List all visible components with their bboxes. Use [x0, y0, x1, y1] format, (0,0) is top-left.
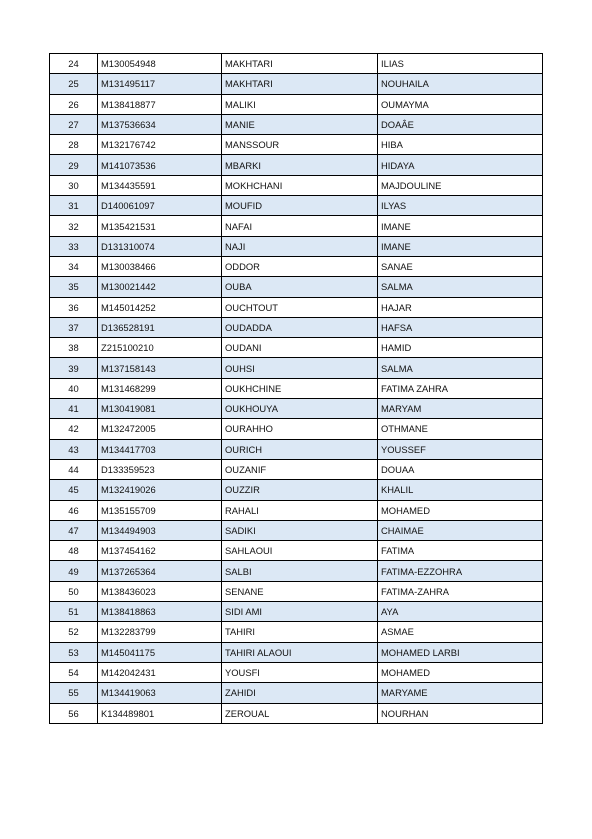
table-row: [50, 622, 543, 642]
last-name-cell: OURICH: [222, 439, 378, 459]
row-number-cell: 52: [50, 622, 98, 642]
row-number-cell: 38: [50, 338, 98, 358]
row-number-cell: 40: [50, 378, 98, 398]
student-id-cell: M145041175: [98, 642, 222, 662]
student-table: [49, 53, 543, 724]
last-name-cell: NAJI: [222, 236, 378, 256]
first-name-cell: NOURHAN: [378, 703, 543, 723]
row-number-cell: 37: [50, 317, 98, 337]
first-name-cell: OTHMANE: [378, 419, 543, 439]
student-id-cell: M141073536: [98, 155, 222, 175]
last-name-cell: YOUSFI: [222, 662, 378, 682]
last-name-cell: MBARKI: [222, 155, 378, 175]
row-number-cell: 28: [50, 135, 98, 155]
student-id-cell: M138418877: [98, 94, 222, 114]
table-row: [50, 54, 543, 74]
table-row: [50, 196, 543, 216]
first-name-cell: SALMA: [378, 277, 543, 297]
first-name-cell: YOUSSEF: [378, 439, 543, 459]
table-row: [50, 683, 543, 703]
last-name-cell: SADIKI: [222, 520, 378, 540]
row-number-cell: 44: [50, 459, 98, 479]
student-id-cell: K134489801: [98, 703, 222, 723]
table-row: [50, 378, 543, 398]
first-name-cell: FATIMA: [378, 541, 543, 561]
row-number-cell: 26: [50, 94, 98, 114]
student-id-cell: M145014252: [98, 297, 222, 317]
first-name-cell: MOHAMED: [378, 662, 543, 682]
table-row: [50, 459, 543, 479]
first-name-cell: ILIAS: [378, 54, 543, 74]
last-name-cell: OUDADDA: [222, 317, 378, 337]
row-number-cell: 39: [50, 358, 98, 378]
first-name-cell: MOHAMED: [378, 500, 543, 520]
first-name-cell: ILYAS: [378, 196, 543, 216]
last-name-cell: MAKHTARI: [222, 74, 378, 94]
table-row: [50, 399, 543, 419]
table-row: [50, 175, 543, 195]
last-name-cell: ODDOR: [222, 256, 378, 276]
last-name-cell: OURAHHO: [222, 419, 378, 439]
student-id-cell: M137454162: [98, 541, 222, 561]
table-row: [50, 338, 543, 358]
last-name-cell: NAFAI: [222, 216, 378, 236]
student-id-cell: M135155709: [98, 500, 222, 520]
student-id-cell: M137536634: [98, 114, 222, 134]
table-row: [50, 297, 543, 317]
student-id-cell: M134494903: [98, 520, 222, 540]
student-id-cell: M135421531: [98, 216, 222, 236]
row-number-cell: 29: [50, 155, 98, 175]
student-id-cell: M132176742: [98, 135, 222, 155]
student-list-sheet: [49, 53, 543, 724]
row-number-cell: 54: [50, 662, 98, 682]
student-id-cell: M137265364: [98, 561, 222, 581]
row-number-cell: 46: [50, 500, 98, 520]
table-row: [50, 419, 543, 439]
table-row: [50, 236, 543, 256]
student-id-cell: M142042431: [98, 662, 222, 682]
last-name-cell: ZEROUAL: [222, 703, 378, 723]
row-number-cell: 25: [50, 74, 98, 94]
table-row: [50, 135, 543, 155]
row-number-cell: 51: [50, 602, 98, 622]
table-row: [50, 602, 543, 622]
table-row: [50, 317, 543, 337]
row-number-cell: 31: [50, 196, 98, 216]
last-name-cell: OUCHTOUT: [222, 297, 378, 317]
first-name-cell: NOUHAILA: [378, 74, 543, 94]
first-name-cell: HIBA: [378, 135, 543, 155]
first-name-cell: OUMAYMA: [378, 94, 543, 114]
student-id-cell: M130038466: [98, 256, 222, 276]
last-name-cell: MANIE: [222, 114, 378, 134]
student-id-cell: Z215100210: [98, 338, 222, 358]
student-id-cell: D140061097: [98, 196, 222, 216]
first-name-cell: DOAÂE: [378, 114, 543, 134]
student-id-cell: M134417703: [98, 439, 222, 459]
first-name-cell: FATIMA ZAHRA: [378, 378, 543, 398]
table-row: [50, 500, 543, 520]
first-name-cell: SANAE: [378, 256, 543, 276]
first-name-cell: MARYAM: [378, 399, 543, 419]
row-number-cell: 36: [50, 297, 98, 317]
row-number-cell: 49: [50, 561, 98, 581]
student-id-cell: M134435591: [98, 175, 222, 195]
last-name-cell: OUKHCHINE: [222, 378, 378, 398]
row-number-cell: 35: [50, 277, 98, 297]
student-id-cell: D133359523: [98, 459, 222, 479]
row-number-cell: 42: [50, 419, 98, 439]
last-name-cell: OUDANI: [222, 338, 378, 358]
row-number-cell: 30: [50, 175, 98, 195]
table-row: [50, 581, 543, 601]
first-name-cell: HAMID: [378, 338, 543, 358]
first-name-cell: FATIMA-ZAHRA: [378, 581, 543, 601]
table-row: [50, 541, 543, 561]
student-id-cell: M138418863: [98, 602, 222, 622]
student-id-cell: M138436023: [98, 581, 222, 601]
first-name-cell: AYA: [378, 602, 543, 622]
last-name-cell: OUZZIR: [222, 480, 378, 500]
table-row: [50, 74, 543, 94]
last-name-cell: OUHSI: [222, 358, 378, 378]
last-name-cell: SAHLAOUI: [222, 541, 378, 561]
row-number-cell: 55: [50, 683, 98, 703]
last-name-cell: SALBI: [222, 561, 378, 581]
last-name-cell: MAKHTARI: [222, 54, 378, 74]
row-number-cell: 33: [50, 236, 98, 256]
row-number-cell: 53: [50, 642, 98, 662]
table-row: [50, 277, 543, 297]
last-name-cell: MALIKI: [222, 94, 378, 114]
row-number-cell: 24: [50, 54, 98, 74]
first-name-cell: IMANE: [378, 216, 543, 236]
row-number-cell: 34: [50, 256, 98, 276]
last-name-cell: ZAHIDI: [222, 683, 378, 703]
first-name-cell: IMANE: [378, 236, 543, 256]
student-id-cell: M137158143: [98, 358, 222, 378]
table-row: [50, 216, 543, 236]
table-row: [50, 155, 543, 175]
first-name-cell: KHALIL: [378, 480, 543, 500]
student-id-cell: M132472005: [98, 419, 222, 439]
table-row: [50, 358, 543, 378]
row-number-cell: 47: [50, 520, 98, 540]
last-name-cell: SENANE: [222, 581, 378, 601]
row-number-cell: 56: [50, 703, 98, 723]
table-row: [50, 662, 543, 682]
last-name-cell: MOUFID: [222, 196, 378, 216]
table-row: [50, 520, 543, 540]
student-id-cell: M132283799: [98, 622, 222, 642]
row-number-cell: 45: [50, 480, 98, 500]
first-name-cell: ASMAE: [378, 622, 543, 642]
student-id-cell: M132419026: [98, 480, 222, 500]
first-name-cell: HAFSA: [378, 317, 543, 337]
table-row: [50, 439, 543, 459]
last-name-cell: RAHALI: [222, 500, 378, 520]
student-id-cell: M131468299: [98, 378, 222, 398]
student-id-cell: M130054948: [98, 54, 222, 74]
table-row: [50, 642, 543, 662]
student-id-cell: M134419063: [98, 683, 222, 703]
row-number-cell: 43: [50, 439, 98, 459]
student-id-cell: M130419081: [98, 399, 222, 419]
first-name-cell: SALMA: [378, 358, 543, 378]
student-table-body: [50, 54, 543, 724]
last-name-cell: OUZANIF: [222, 459, 378, 479]
student-id-cell: D136528191: [98, 317, 222, 337]
first-name-cell: MARYAME: [378, 683, 543, 703]
last-name-cell: OUBA: [222, 277, 378, 297]
row-number-cell: 27: [50, 114, 98, 134]
first-name-cell: MOHAMED LARBI: [378, 642, 543, 662]
table-row: [50, 703, 543, 723]
row-number-cell: 32: [50, 216, 98, 236]
last-name-cell: OUKHOUYA: [222, 399, 378, 419]
last-name-cell: MANSSOUR: [222, 135, 378, 155]
last-name-cell: SIDI AMI: [222, 602, 378, 622]
row-number-cell: 41: [50, 399, 98, 419]
table-row: [50, 561, 543, 581]
first-name-cell: CHAIMAE: [378, 520, 543, 540]
table-row: [50, 480, 543, 500]
first-name-cell: HAJAR: [378, 297, 543, 317]
table-row: [50, 114, 543, 134]
row-number-cell: 50: [50, 581, 98, 601]
student-id-cell: M131495117: [98, 74, 222, 94]
last-name-cell: MOKHCHANI: [222, 175, 378, 195]
student-id-cell: M130021442: [98, 277, 222, 297]
table-row: [50, 256, 543, 276]
table-row: [50, 94, 543, 114]
row-number-cell: 48: [50, 541, 98, 561]
first-name-cell: FATIMA-EZZOHRA: [378, 561, 543, 581]
first-name-cell: DOUAA: [378, 459, 543, 479]
first-name-cell: MAJDOULINE: [378, 175, 543, 195]
last-name-cell: TAHIRI ALAOUI: [222, 642, 378, 662]
student-id-cell: D131310074: [98, 236, 222, 256]
last-name-cell: TAHIRI: [222, 622, 378, 642]
first-name-cell: HIDAYA: [378, 155, 543, 175]
